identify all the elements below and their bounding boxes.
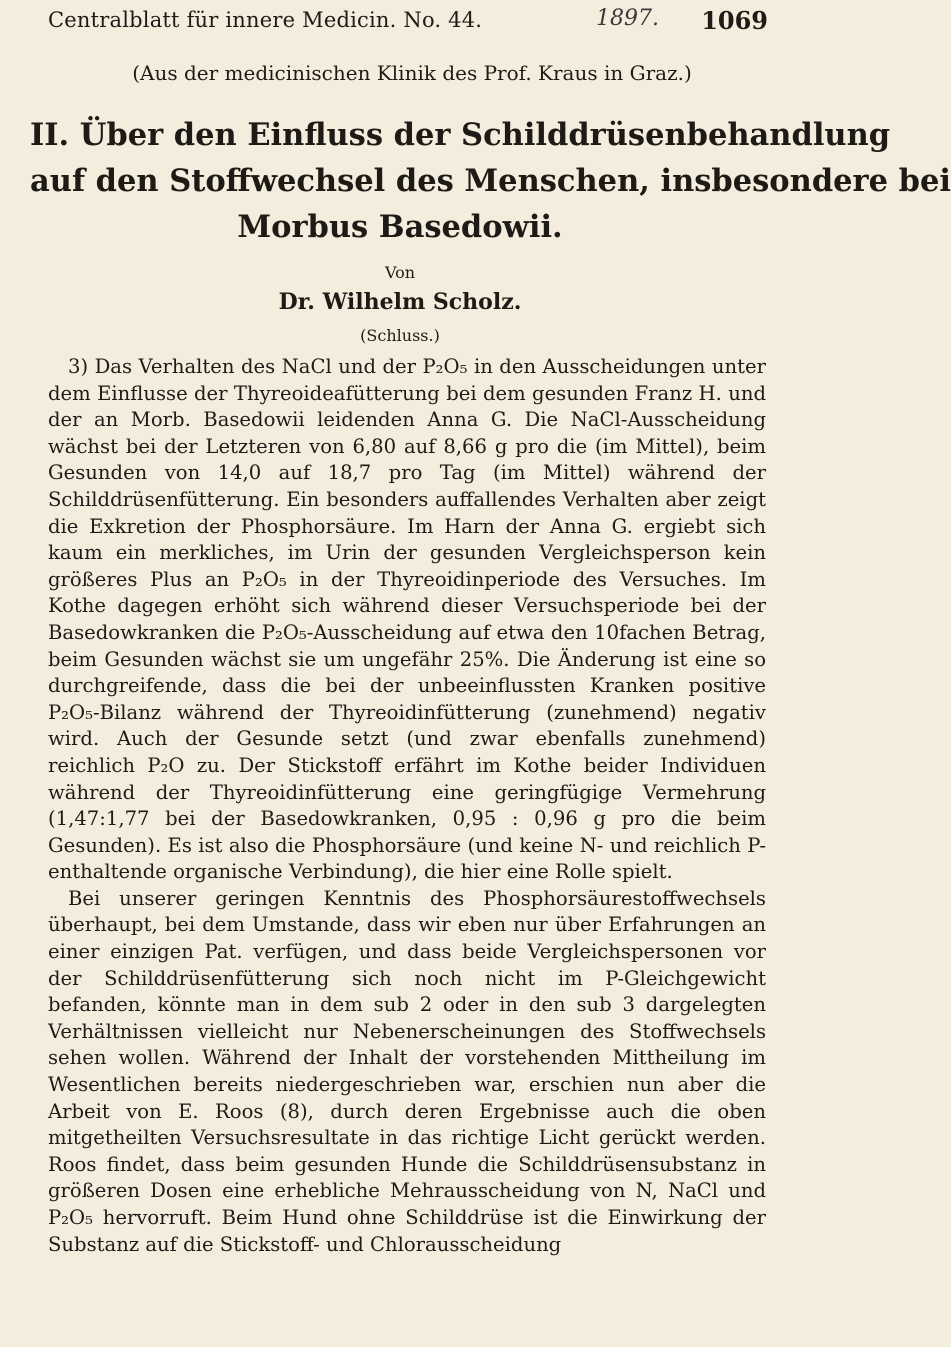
affiliation: (Aus der medicinischen Klinik des Prof. Kraus in Graz.) <box>132 61 692 85</box>
title-line: Morbus Basedowii. <box>237 209 563 245</box>
paragraph: Bei unserer geringen Kenntnis des Phosphorsäurestoffwechsels überhaupt, bei dem Umstande, dass wir eben nur über Erfahrungen an einer einzigen Pat. verfügen, und dass beide Vergleichspersonen vor der Schilddrüsenfütterung sich noch nicht im P-Gleichgewicht befanden, könnte man in dem sub 2 oder in den sub 3 dargelegten Verhältnissen vielleicht nur Nebenerscheinungen des Stoffwechsels sehen wollen. Während der Inhalt der vorstehenden Mittheilung im Wesentlichen bereits niedergeschrieben war, erschien nun aber die Arbeit von E. Roos (8), durch deren Ergebnisse auch die oben mitgetheilten Versuchsresultate in das richtige Licht gerückt werden. Roos findet, dass beim gesunden Hunde die Schilddrüsensubstanz in größeren Dosen eine erhebliche Mehrausscheidung von N, NaCl und P₂O₅ hervorruft. Beim Hund ohne Schilddrüse ist die Einwirkung der Substanz auf die Stickstoff- und Chlorausscheidung <box>48 886 766 1256</box>
running-header <box>48 8 768 42</box>
issue-number: No. 44. <box>403 8 483 32</box>
paragraph: 3) Das Verhalten des NaCl und der P₂O₅ in den Ausscheidungen unter dem Einflusse der Thyreoideafütterung bei dem gesunden Franz H. und der an Morb. Basedowii leidenden Anna G. Die NaCl-Ausscheidung wächst bei der Letzteren von 6,80 auf 8,66 g pro die (im Mittel), beim Gesunden von 14,0 auf 18,7 pro Tag (im Mittel) während der Schilddrüsenfütterung. Ein besonders auffallendes Verhalten aber zeigt die Exkretion der Phosphorsäure. Im Harn der Anna G. ergiebt sich kaum ein merkliches, im Urin der gesunden Vergleichsperson kein größeres Plus an P₂O₅ in der Thyreoidinperiode des Versuches. Im Kothe dagegen erhöht sich während dieser Versuchsperiode bei der Basedowkranken die P₂O₅-Ausscheidung auf etwa den 10fachen Betrag, beim Gesunden wächst sie um ungefähr 25%. Die Änderung ist eine so durchgreifende, dass die bei der unbeeinflussten Kranken positive P₂O₅-Bilanz während der Thyreoidinfütterung (zunehmend) negativ wird. Auch der Gesunde setzt (und zwar ebenfalls zunehmend) reichlich P₂O zu. Der Stickstoff erfährt im Kothe beider Individuen während der Thyreoidinfütterung eine geringfügige Vermehrung (1,47:1,77 bei der Basedowkranken, 0,95 : 0,96 g pro die beim Gesunden). Es ist also die Phosphorsäure (und keine N- und reichlich P-enthaltende organische Verbindung), die hier eine Rolle spielt. <box>48 355 766 884</box>
byline: Von <box>384 263 416 282</box>
journal-name: Centralblatt für innere Medicin. <box>48 8 397 32</box>
author-name: Dr. Wilhelm Scholz. <box>278 289 522 315</box>
page-number: 1069 <box>701 6 768 35</box>
title-line: II. Über den Einfluss der Schilddrüsenbehandlung <box>30 117 891 153</box>
article-body <box>48 354 766 1258</box>
handwritten-year: 1897. <box>596 6 659 31</box>
title-line: auf den Stoffwechsel des Menschen, insbesondere bei <box>30 163 951 199</box>
journal-title <box>48 8 482 32</box>
article-title <box>30 112 951 250</box>
continuation-note: (Schluss.) <box>360 326 440 345</box>
